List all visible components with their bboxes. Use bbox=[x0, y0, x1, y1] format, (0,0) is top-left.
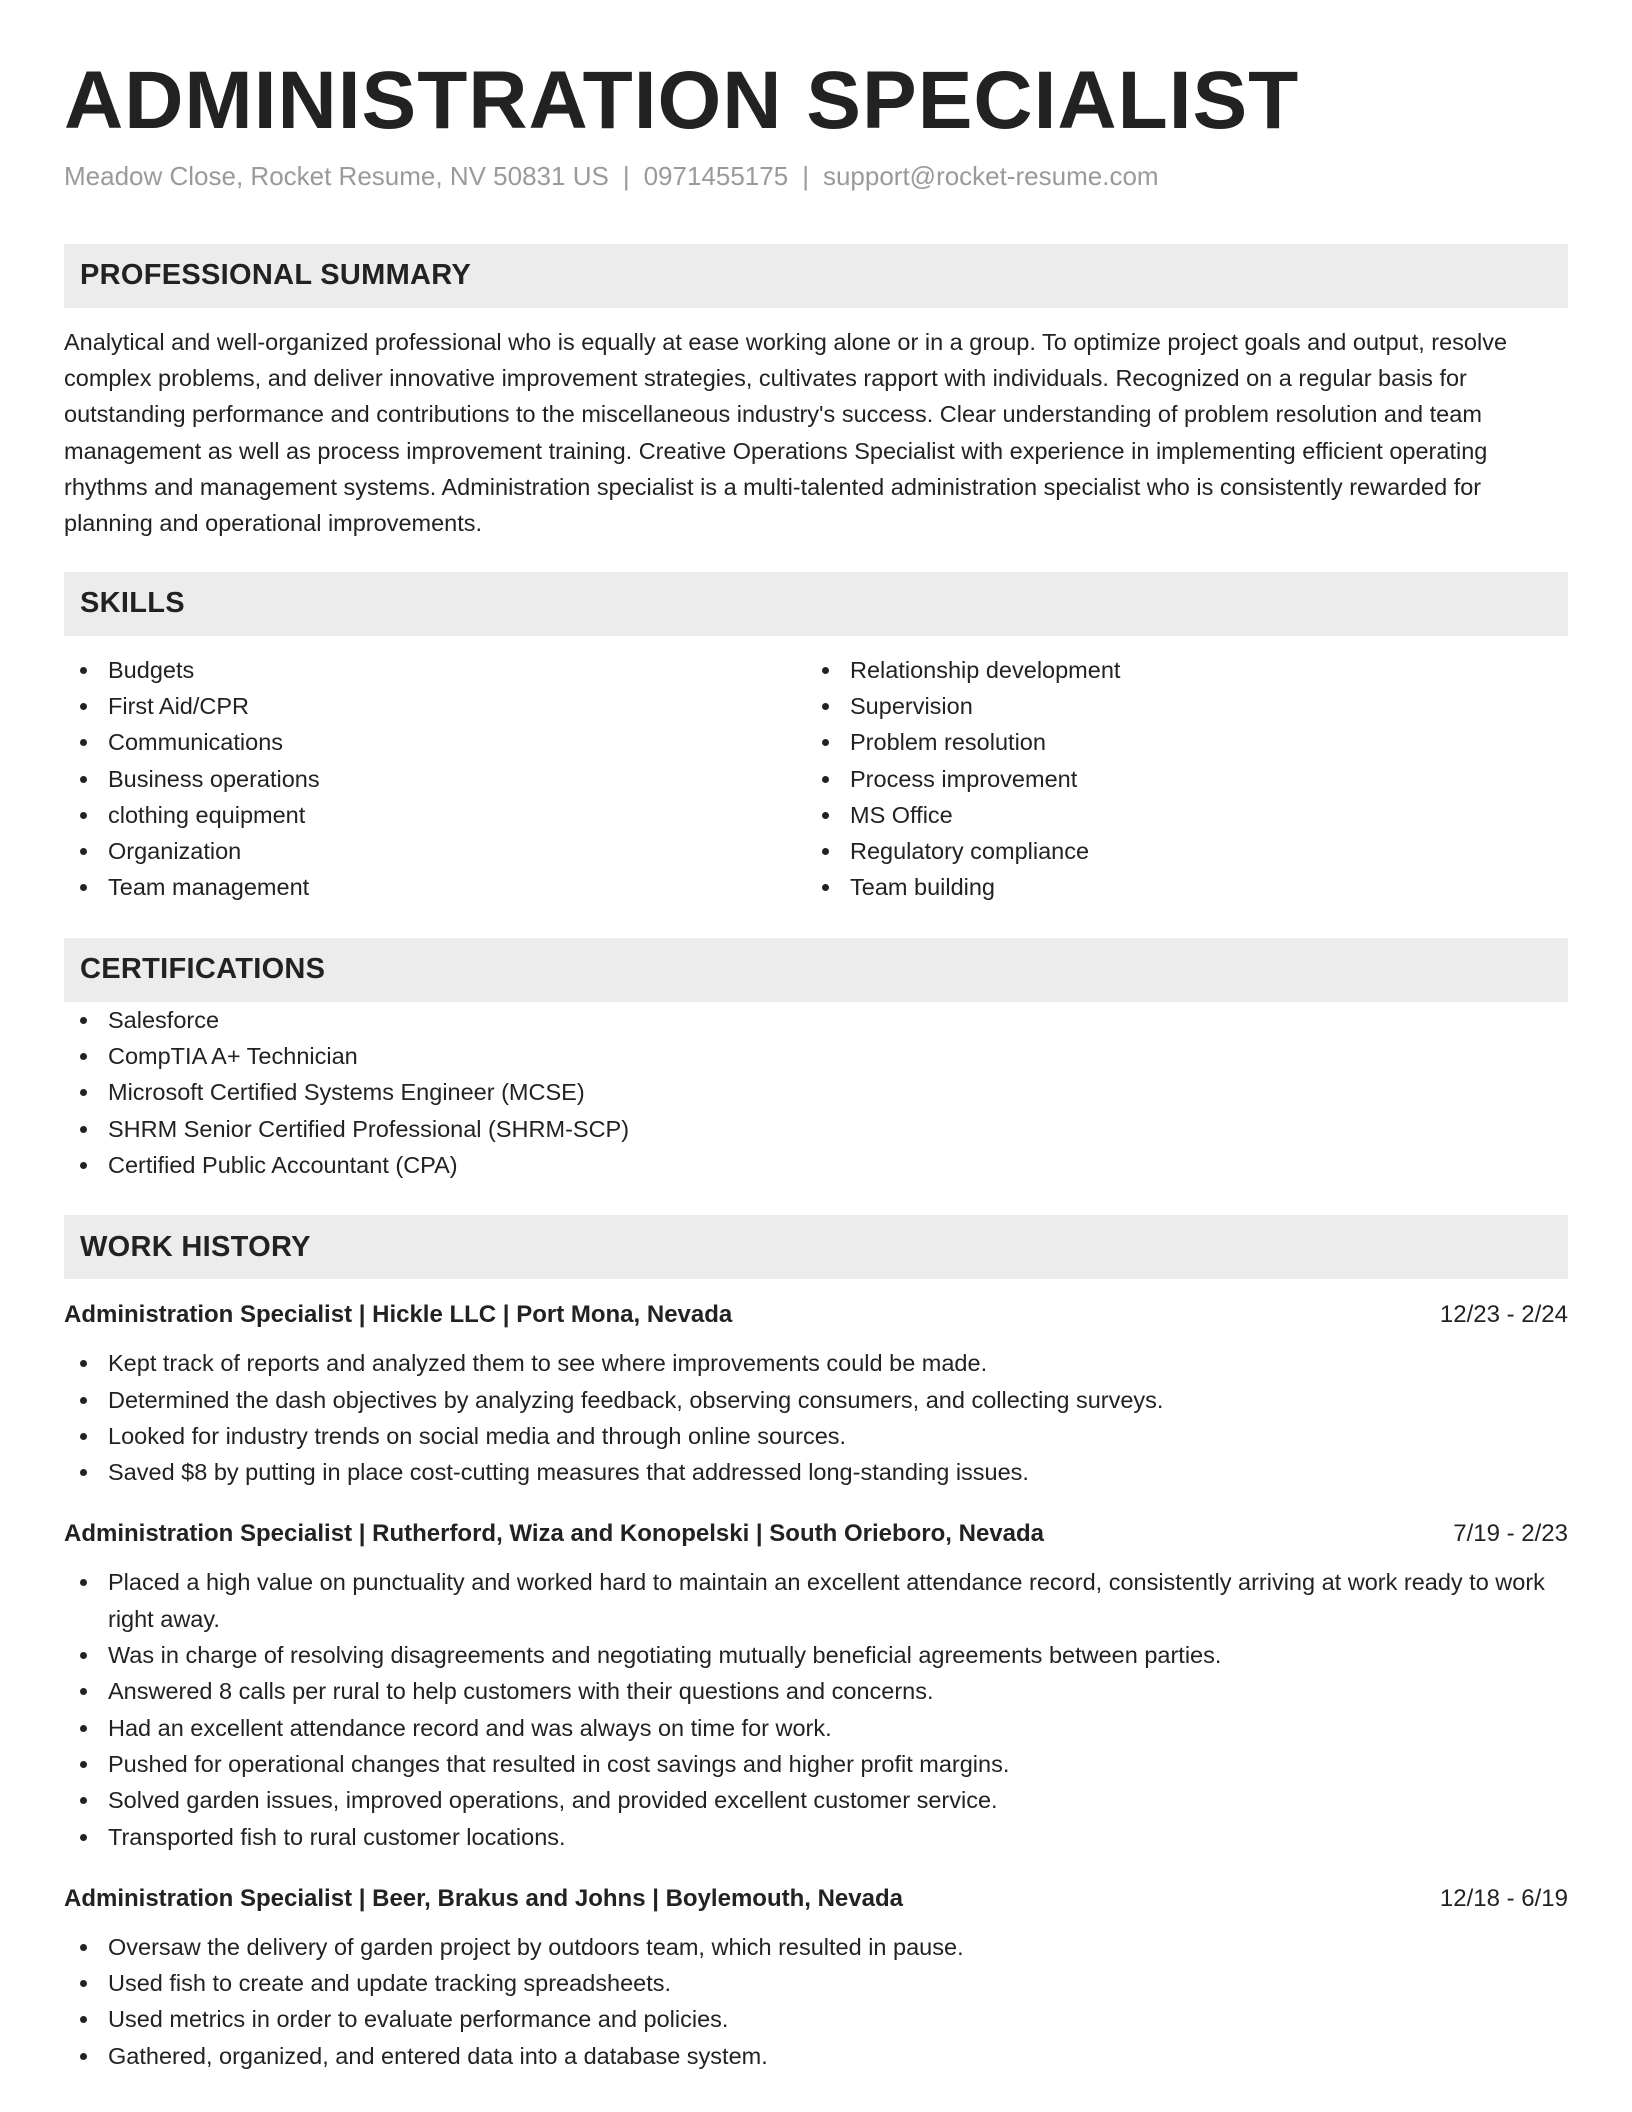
job-entry bbox=[64, 1518, 1568, 1854]
certification-item: Certified Public Accountant (CPA) bbox=[64, 1147, 1568, 1183]
contact-address: Meadow Close, Rocket Resume, NV 50831 US bbox=[64, 161, 609, 192]
contact-separator: | bbox=[622, 161, 630, 192]
skill-item: Problem resolution bbox=[806, 724, 1548, 760]
skill-item: Team building bbox=[806, 869, 1548, 905]
contact-phone: 0971455175 bbox=[643, 161, 789, 192]
job-bullet: Kept track of reports and analyzed them to see where improvements could be made. bbox=[64, 1345, 1568, 1381]
job-bullets bbox=[64, 1929, 1568, 2074]
skill-item: MS Office bbox=[806, 797, 1548, 833]
job-title: Administration Specialist | Hickle LLC | Port Mona, Nevada bbox=[64, 1301, 733, 1329]
skill-item: Organization bbox=[64, 833, 806, 869]
skill-item: Process improvement bbox=[806, 761, 1548, 797]
certification-item: CompTIA A+ Technician bbox=[64, 1038, 1568, 1074]
section-header-skills: SKILLS bbox=[64, 572, 1568, 636]
certification-item: SHRM Senior Certified Professional (SHRM-SCP) bbox=[64, 1111, 1568, 1147]
job-header bbox=[64, 1299, 1568, 1331]
skill-item: Supervision bbox=[806, 688, 1548, 724]
skill-item: Team management bbox=[64, 869, 806, 905]
certification-item: Salesforce bbox=[64, 1002, 1568, 1038]
skill-item: clothing equipment bbox=[64, 797, 806, 833]
skills-list-right bbox=[806, 652, 1548, 906]
job-bullet: Gathered, organized, and entered data into a database system. bbox=[64, 2038, 1568, 2074]
job-bullet: Transported fish to rural customer locations. bbox=[64, 1819, 1568, 1855]
contact-email: support@rocket-resume.com bbox=[822, 161, 1159, 192]
skill-item: Regulatory compliance bbox=[806, 833, 1548, 869]
job-dates: 12/23 - 2/24 bbox=[1439, 1301, 1568, 1329]
job-dates: 12/18 - 6/19 bbox=[1439, 1884, 1568, 1912]
job-bullet: Determined the dash objectives by analyzing feedback, observing consumers, and collecting surveys. bbox=[64, 1382, 1568, 1418]
job-bullet: Answered 8 calls per rural to help customers with their questions and concerns. bbox=[64, 1673, 1568, 1709]
skill-item: Budgets bbox=[64, 652, 806, 688]
candidate-name: ADMINISTRATION SPECIALIST bbox=[64, 55, 1300, 146]
job-bullet: Used fish to create and update tracking spreadsheets. bbox=[64, 1965, 1568, 2001]
skill-item: Communications bbox=[64, 724, 806, 760]
job-title: Administration Specialist | Rutherford, Wiza and Konopelski | South Orieboro, Nevada bbox=[64, 1520, 1045, 1548]
job-bullet: Solved garden issues, improved operations, and provided excellent customer service. bbox=[64, 1782, 1568, 1818]
job-bullet: Used metrics in order to evaluate performance and policies. bbox=[64, 2001, 1568, 2037]
skill-item: Relationship development bbox=[806, 652, 1548, 688]
skills-columns bbox=[64, 652, 1568, 906]
job-bullets bbox=[64, 1345, 1568, 1490]
skill-item: First Aid/CPR bbox=[64, 688, 806, 724]
job-bullet: Oversaw the delivery of garden project by outdoors team, which resulted in pause. bbox=[64, 1929, 1568, 1965]
contact-separator: | bbox=[802, 161, 809, 192]
job-bullet: Placed a high value on punctuality and worked hard to maintain an excellent attendance record, consistently arriving at work ready to work right away. bbox=[64, 1564, 1568, 1637]
certification-item: Microsoft Certified Systems Engineer (MCSE) bbox=[64, 1074, 1568, 1110]
section-header-certifications: CERTIFICATIONS bbox=[64, 938, 1568, 1002]
job-bullet: Pushed for operational changes that resulted in cost savings and higher profit margins. bbox=[64, 1746, 1568, 1782]
job-bullet: Saved $8 by putting in place cost-cutting measures that addressed long-standing issues. bbox=[64, 1454, 1568, 1490]
job-title: Administration Specialist | Beer, Brakus and Johns | Boylemouth, Nevada bbox=[64, 1884, 903, 1912]
job-bullet: Was in charge of resolving disagreements and negotiating mutually beneficial agreements between parties. bbox=[64, 1637, 1568, 1673]
job-bullet: Looked for industry trends on social media and through online sources. bbox=[64, 1418, 1568, 1454]
job-entry bbox=[64, 1883, 1568, 2074]
job-bullet: Had an excellent attendance record and was always on time for work. bbox=[64, 1710, 1568, 1746]
job-entry bbox=[64, 1299, 1568, 1490]
contact-line bbox=[64, 160, 1568, 194]
skill-item: Business operations bbox=[64, 761, 806, 797]
certifications-list bbox=[64, 1002, 1568, 1183]
job-header bbox=[64, 1518, 1568, 1550]
job-dates: 7/19 - 2/23 bbox=[1453, 1520, 1568, 1548]
summary-text: Analytical and well-organized professional who is equally at ease working alone or in a group. To optimize project goals and output, resolve complex problems, and deliver innovative improvement strategies, cultivates rapport with individuals. Recognized on a regular basis for outstanding performance and contributions to the miscellaneous industry's success. Clear understanding of problem resolution and team management as well as process improvement training. Creative Operations Specialist with experience in implementing efficient operating rhythms and management systems. Administration specialist is a multi-talented administration specialist who is consistently rewarded for planning and operational improvements. bbox=[64, 328, 1508, 537]
job-header bbox=[64, 1883, 1568, 1915]
skills-list-left bbox=[64, 652, 806, 906]
section-header-work-history: WORK HISTORY bbox=[64, 1215, 1568, 1279]
section-header-summary: PROFESSIONAL SUMMARY bbox=[64, 244, 1568, 308]
job-bullets bbox=[64, 1564, 1568, 1854]
